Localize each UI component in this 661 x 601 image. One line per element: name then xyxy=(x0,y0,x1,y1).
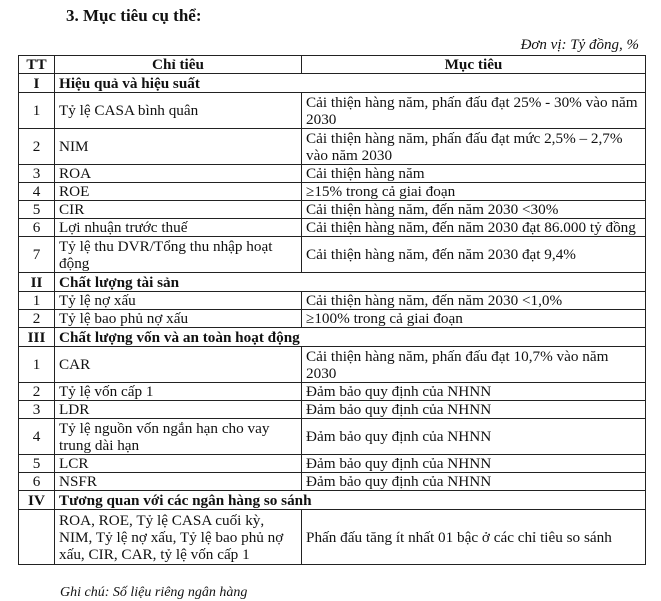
target-cell: Cải thiện hàng năm, đến năm 2030 <1,0% xyxy=(302,292,646,310)
indicator-cell: NSFR xyxy=(55,473,302,491)
table-row xyxy=(19,201,646,219)
table-row xyxy=(19,419,646,455)
row-number: 3 xyxy=(19,401,55,419)
table-row xyxy=(19,129,646,165)
target-cell: Cải thiện hàng năm, phấn đấu đạt 10,7% vào năm 2030 xyxy=(302,347,646,383)
target-cell: Cải thiện hàng năm, phấn đấu đạt mức 2,5% – 2,7% vào năm 2030 xyxy=(302,129,646,165)
row-number: 5 xyxy=(19,201,55,219)
indicator-cell: CIR xyxy=(55,201,302,219)
target-cell: ≥100% trong cả giai đoạn xyxy=(302,310,646,328)
indicator-cell: Tỷ lệ nguồn vốn ngắn hạn cho vay trung dài hạn xyxy=(55,419,302,455)
section-title: Chất lượng tài sản xyxy=(55,273,646,292)
target-cell: Đảm bảo quy định của NHNN xyxy=(302,455,646,473)
target-cell: Đảm bảo quy định của NHNN xyxy=(302,473,646,491)
table-row xyxy=(19,292,646,310)
row-number: 5 xyxy=(19,455,55,473)
table-row xyxy=(19,237,646,273)
unit-note: Đơn vị: Tỷ đồng, % xyxy=(520,37,639,53)
table-row xyxy=(19,455,646,473)
header-tt: TT xyxy=(19,56,55,74)
table-row xyxy=(19,473,646,491)
target-cell: Cải thiện hàng năm, đến năm 2030 đạt 9,4% xyxy=(302,237,646,273)
indicator-cell: ROA xyxy=(55,165,302,183)
section-title: Chất lượng vốn và an toàn hoạt động xyxy=(55,328,646,347)
row-number: 2 xyxy=(19,383,55,401)
indicator-cell: NIM xyxy=(55,129,302,165)
row-number: 3 xyxy=(19,165,55,183)
row-number: 2 xyxy=(19,129,55,165)
row-number xyxy=(19,510,55,565)
section-number: I xyxy=(19,74,55,93)
table-body xyxy=(19,74,646,565)
target-cell: Cải thiện hàng năm, phấn đấu đạt 25% - 30% vào năm 2030 xyxy=(302,93,646,129)
row-number: 6 xyxy=(19,219,55,237)
table-row xyxy=(19,510,646,565)
target-cell: Phấn đấu tăng ít nhất 01 bậc ở các chỉ tiêu so sánh xyxy=(302,510,646,565)
section-number: II xyxy=(19,273,55,292)
section-row xyxy=(19,328,646,347)
target-cell: Đảm bảo quy định của NHNN xyxy=(302,419,646,455)
indicator-cell: LCR xyxy=(55,455,302,473)
section-heading: 3. Mục tiêu cụ thể: xyxy=(66,6,202,25)
table-row xyxy=(19,165,646,183)
target-cell: Cải thiện hàng năm, đến năm 2030 <30% xyxy=(302,201,646,219)
indicator-cell: Tỷ lệ nợ xấu xyxy=(55,292,302,310)
indicator-cell: ROE xyxy=(55,183,302,201)
indicator-cell: Tỷ lệ vốn cấp 1 xyxy=(55,383,302,401)
target-cell: Đảm bảo quy định của NHNN xyxy=(302,383,646,401)
section-row xyxy=(19,491,646,510)
table-row xyxy=(19,401,646,419)
row-number: 1 xyxy=(19,93,55,129)
target-cell: ≥15% trong cả giai đoạn xyxy=(302,183,646,201)
target-cell: Cải thiện hàng năm xyxy=(302,165,646,183)
row-number: 1 xyxy=(19,347,55,383)
targets-table xyxy=(18,55,646,565)
row-number: 4 xyxy=(19,419,55,455)
section-title: Hiệu quả và hiệu suất xyxy=(55,74,646,93)
section-title: Tương quan với các ngân hàng so sánh xyxy=(55,491,646,510)
table-row xyxy=(19,383,646,401)
table-row xyxy=(19,183,646,201)
target-cell: Đảm bảo quy định của NHNN xyxy=(302,401,646,419)
footnote: Ghi chú: Số liệu riêng ngân hàng xyxy=(60,585,248,600)
row-number: 7 xyxy=(19,237,55,273)
indicator-cell: CAR xyxy=(55,347,302,383)
table-row xyxy=(19,310,646,328)
row-number: 4 xyxy=(19,183,55,201)
indicator-cell: Tỷ lệ bao phủ nợ xấu xyxy=(55,310,302,328)
table-row xyxy=(19,347,646,383)
row-number: 6 xyxy=(19,473,55,491)
section-row xyxy=(19,273,646,292)
section-number: IV xyxy=(19,491,55,510)
indicator-cell: LDR xyxy=(55,401,302,419)
header-indicator: Chỉ tiêu xyxy=(55,56,302,74)
table-row xyxy=(19,219,646,237)
row-number: 2 xyxy=(19,310,55,328)
indicator-cell: Lợi nhuận trước thuế xyxy=(55,219,302,237)
table-row xyxy=(19,93,646,129)
indicator-cell: Tỷ lệ CASA bình quân xyxy=(55,93,302,129)
indicator-cell: ROA, ROE, Tỷ lệ CASA cuối kỳ, NIM, Tỷ lệ nợ xấu, Tỷ lệ bao phủ nợ xấu, CIR, CAR, tỷ lệ vốn cấp 1 xyxy=(55,510,302,565)
header-target: Mục tiêu xyxy=(302,56,646,74)
section-number: III xyxy=(19,328,55,347)
indicator-cell: Tỷ lệ thu DVR/Tổng thu nhập hoạt động xyxy=(55,237,302,273)
section-row xyxy=(19,74,646,93)
table-header-row xyxy=(19,56,646,74)
target-cell: Cải thiện hàng năm, đến năm 2030 đạt 86.000 tỷ đồng xyxy=(302,219,646,237)
row-number: 1 xyxy=(19,292,55,310)
